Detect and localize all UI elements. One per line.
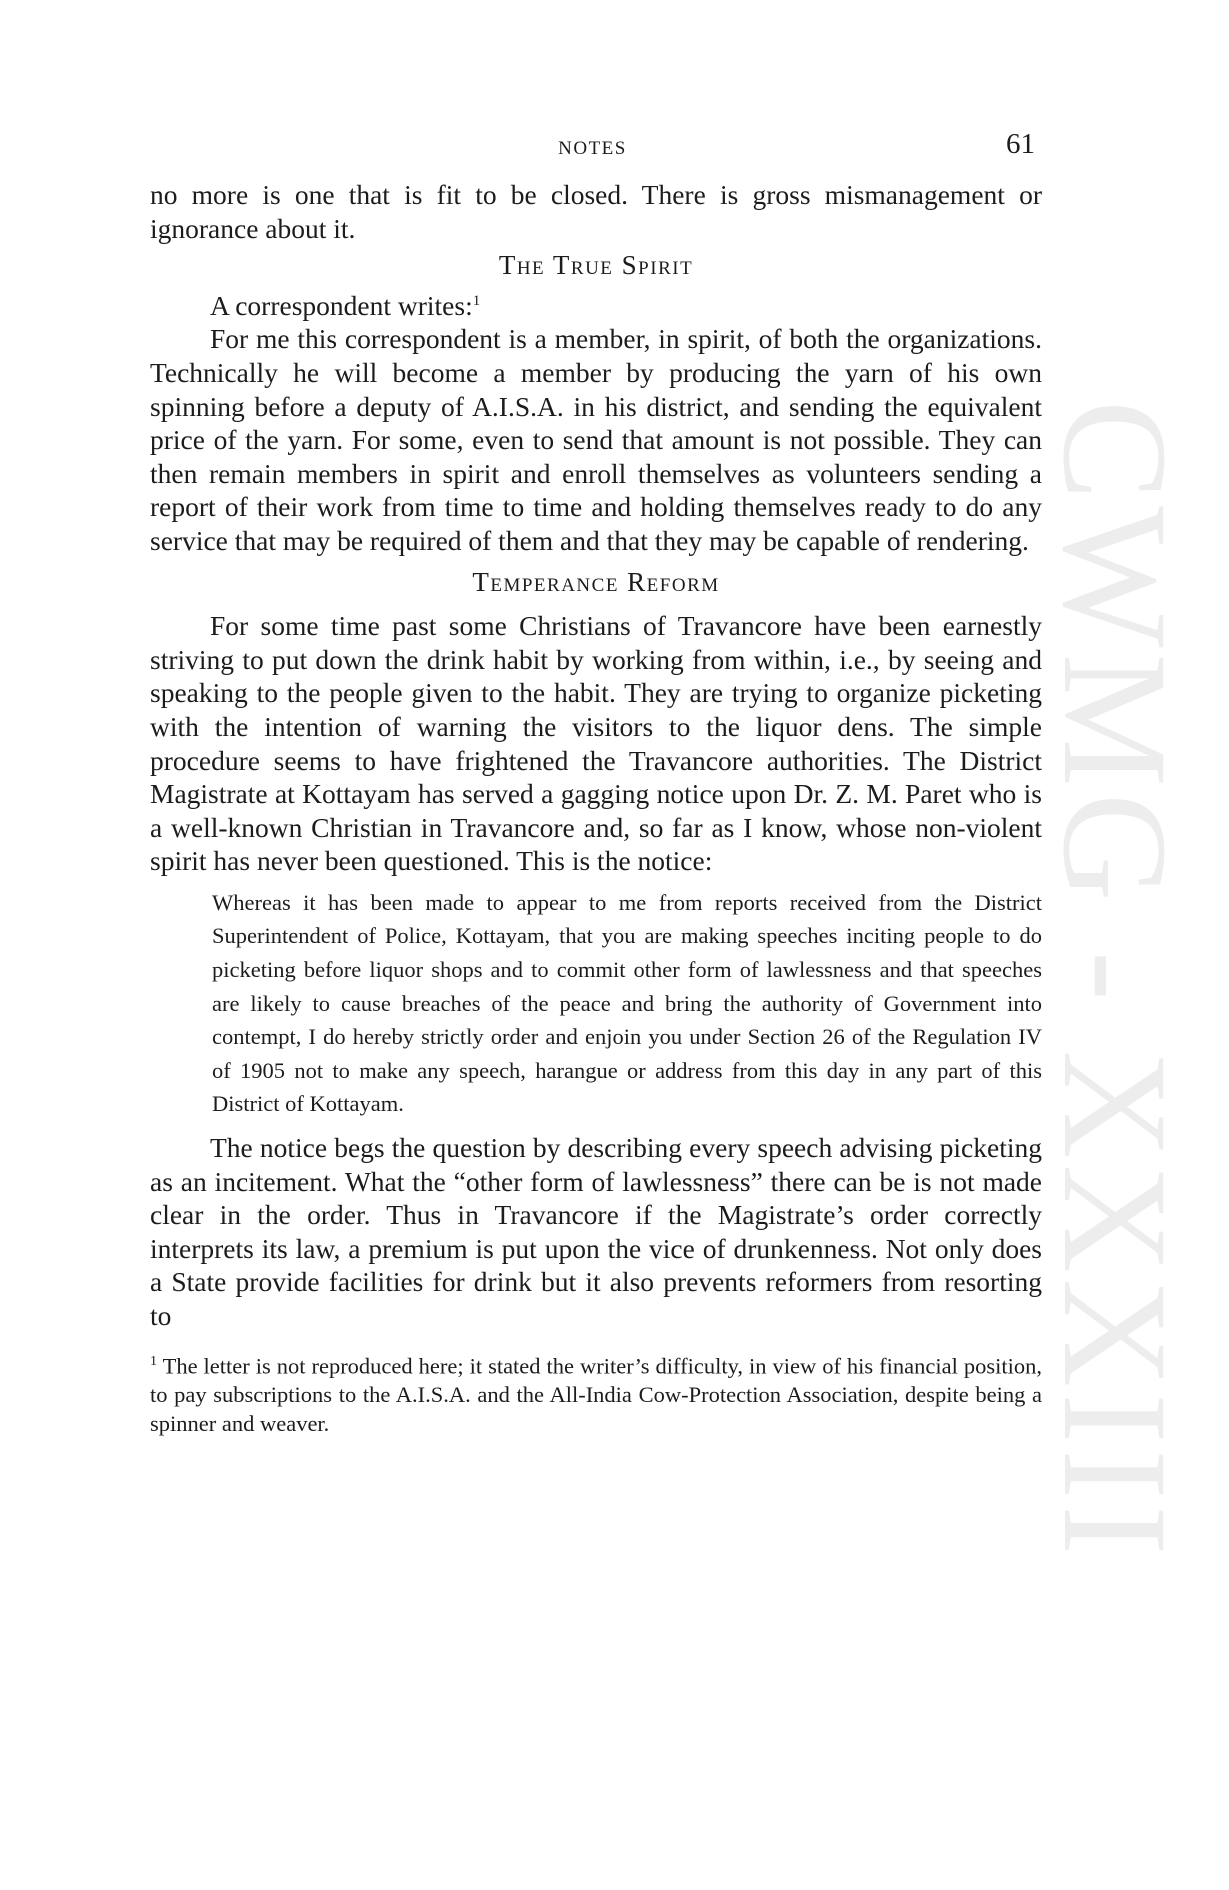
page-header: [150, 128, 1035, 168]
section-heading-temperance-reform: Temperance Reform: [472, 566, 720, 597]
paragraph-continuation: no more is one that is fit to be closed. There is gross mismanagement or ignorance about it.: [150, 179, 1042, 244]
page-body: [150, 178, 1042, 1438]
page-number: 61: [1006, 128, 1035, 160]
paragraph-member-in-spirit: For me this correspondent is a member, in spirit, of both the organizations. Technically he will become a member by producing the yarn of his own spinning before a deputy of A.I.S.A. in his district, and sending the equivalent price of the yarn. For some, even to send that amount is not possible. They can then remain members in spirit and enroll themselves as volunteers sending a report of their work from time to time and holding themselves ready to do any service that may be required of them and that they may be capable of rendering.: [150, 323, 1042, 556]
footnote-separator: [150, 1333, 1042, 1347]
footnote: [150, 1347, 1042, 1439]
paragraph-travancore: For some time past some Christians of Travancore have been earnestly striving to put down the drink habit by working from within, i.e., by seeing and speaking to the people given to the habit. They are trying to organize picketing with the intention of warning the visitors to the liquor dens. The simple procedure seems to have frightened the Travancore authorities. The District Magistrate at Kottayam has served a gagging notice upon Dr. Z. M. Paret who is a well-known Christian in Travancore and, so far as I know, whose non-violent spirit has never been questioned. This is the notice:: [150, 610, 1042, 877]
footnote-marker: 1: [150, 1353, 157, 1369]
paragraph-notice-commentary: The notice begs the question by describing every speech advising picketing as an incitement. What the “other form of lawlessness” there can be is not made clear in the order. Thus in Travancore if the Magistrate’s order correctly interprets its law, a premium is put upon the vice of drunkenness. Not only does a State provide facilities for drink but it also prevents reformers from resorting to: [150, 1132, 1042, 1331]
paragraph-correspondent: [150, 289, 1042, 323]
block-quote-notice: Whereas it has been made to appear to me from reports received from the District Superintendent of Police, Kottayam, that you are making speeches inciting people to do picketing before liquor shops and to commit other form of lawlessness and that speeches are likely to cause breaches of the peace and bring the authority of Government into contempt, I do hereby strictly order and enjoin you under Section 26 of the Regulation IV of 1905 not to make any speech, harangue or address from this day in any part of this District of Kottayam.: [212, 889, 1042, 1117]
footnote-reference: 1: [472, 292, 481, 309]
footnote-text: The letter is not reproduced here; it stated the writer’s difficulty, in view of his financial position, to pay subscriptions to the A.I.S.A. and the All-India Cow-Protection Association, despite being a spinner and weaver.: [150, 1353, 1042, 1437]
paragraph-correspondent-text: A correspondent writes:: [210, 289, 473, 321]
running-head: NOTES: [558, 138, 627, 159]
watermark: CWMG - XXXIII: [1032, 400, 1198, 1562]
section-heading-true-spirit: The True Spirit: [498, 250, 694, 281]
